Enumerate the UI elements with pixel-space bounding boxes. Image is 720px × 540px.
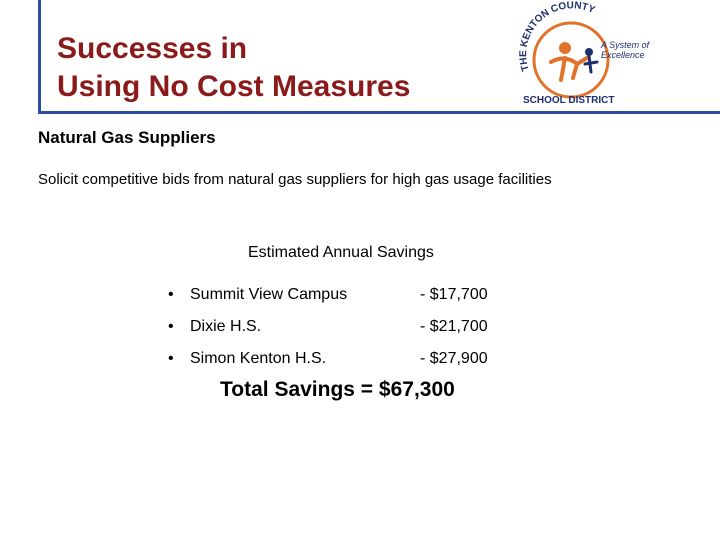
savings-amount: - $17,700 [420,286,488,303]
bullet-icon: • [168,286,174,303]
campus-name: Summit View Campus [190,286,348,303]
section-heading: Natural Gas Suppliers [38,128,216,147]
title-line-2: Using No Cost Measures [57,70,411,103]
campus-name: Dixie H.S. [190,318,262,335]
description-text: Solicit competitive bids from natural gas suppliers for high gas usage facilities [38,171,552,188]
list-item [168,311,488,343]
list-item [168,279,488,311]
bullet-icon: • [168,318,174,335]
savings-list [168,279,488,375]
total-savings: Total Savings = $67,300 [220,378,455,401]
logo-figure-head [559,42,571,54]
logo-tagline-line-2: Excellence [601,50,645,60]
savings-amount: - $21,700 [420,318,488,335]
slide-title [57,30,410,106]
list-item [168,343,488,375]
district-logo [505,0,715,110]
campus-name: Simon Kenton H.S. [190,350,327,367]
logo-arc-text: THE KENTON COUNTY [518,0,597,73]
title-line-1: Successes in [57,32,248,65]
savings-amount: - $27,900 [420,350,488,367]
logo-bottom-text: SCHOOL DISTRICT [523,95,615,106]
logo-tagline-line-1: A System of [601,40,650,50]
bullet-icon: • [168,350,174,367]
savings-heading: Estimated Annual Savings [248,244,434,261]
logo-figure [551,58,587,80]
